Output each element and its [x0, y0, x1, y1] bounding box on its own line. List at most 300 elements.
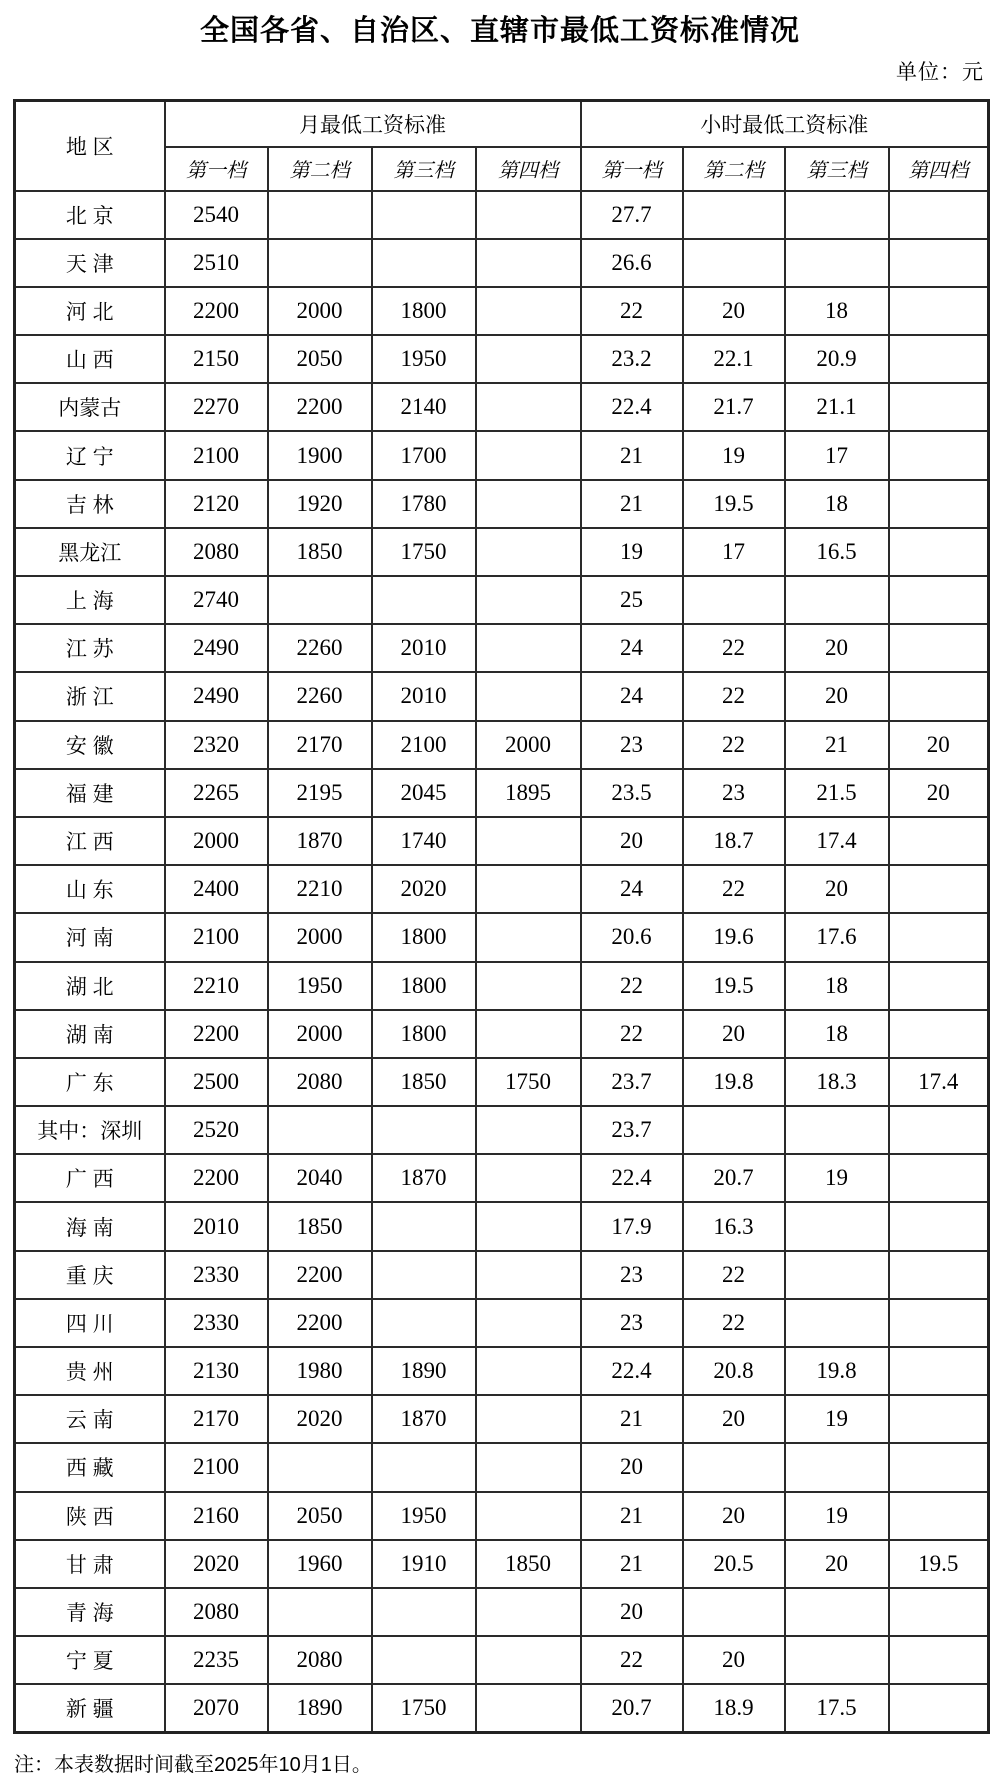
- page-title: 全国各省、自治区、直辖市最低工资标准情况: [199, 15, 800, 47]
- hourly-tier4-cell: [889, 1636, 989, 1684]
- hourly-tier1-cell: 20: [581, 1443, 683, 1491]
- monthly-tier3-cell: 1950: [372, 1492, 476, 1540]
- monthly-tier4-cell: [476, 1684, 581, 1732]
- monthly-tier3-cell: 2100: [372, 721, 476, 769]
- region-cell: 天 津: [15, 239, 165, 287]
- hourly-tier3-cell: 19: [785, 1154, 889, 1202]
- table-row: [15, 1299, 989, 1347]
- monthly-tier4-cell: [476, 528, 581, 576]
- monthly-tier4-cell: [476, 1347, 581, 1395]
- hourly-tier2-cell: 20.5: [683, 1540, 785, 1588]
- hourly-tier2-cell: [683, 239, 785, 287]
- monthly-tier2-cell: [268, 1443, 372, 1491]
- region-cell: 云 南: [15, 1395, 165, 1443]
- hourly-tier1-cell: 26.6: [581, 239, 683, 287]
- monthly-tier3-cell: 1800: [372, 913, 476, 961]
- monthly-tier2-cell: 2195: [268, 769, 372, 817]
- monthly-tier4-cell: [476, 1202, 581, 1250]
- group-header-row: [15, 101, 989, 147]
- tier-header-monthly-4: 第四档: [476, 147, 581, 191]
- monthly-tier4-cell: [476, 335, 581, 383]
- region-cell: 上 海: [15, 576, 165, 624]
- hourly-tier4-cell: [889, 1154, 989, 1202]
- hourly-tier1-cell: 20: [581, 817, 683, 865]
- monthly-tier3-cell: [372, 1636, 476, 1684]
- table-row: [15, 1395, 989, 1443]
- hourly-tier4-cell: [889, 1202, 989, 1250]
- hourly-tier2-cell: 22: [683, 865, 785, 913]
- monthly-tier2-cell: 1950: [268, 962, 372, 1010]
- hourly-tier2-cell: 19.5: [683, 962, 785, 1010]
- monthly-tier1-cell: 2320: [165, 721, 268, 769]
- region-cell: 广 西: [15, 1154, 165, 1202]
- hourly-tier4-cell: [889, 1347, 989, 1395]
- monthly-tier1-cell: 2400: [165, 865, 268, 913]
- hourly-tier1-cell: 22: [581, 962, 683, 1010]
- monthly-tier2-cell: [268, 239, 372, 287]
- tier-header-monthly-1: 第一档: [165, 147, 268, 191]
- hourly-tier4-cell: [889, 1443, 989, 1491]
- monthly-tier1-cell: 2330: [165, 1251, 268, 1299]
- hourly-tier4-cell: [889, 576, 989, 624]
- monthly-tier3-cell: 1800: [372, 1010, 476, 1058]
- hourly-tier1-cell: 17.9: [581, 1202, 683, 1250]
- hourly-tier3-cell: 19: [785, 1395, 889, 1443]
- region-cell: 安 徽: [15, 721, 165, 769]
- hourly-tier2-cell: 18.7: [683, 817, 785, 865]
- minimum-wage-table: [13, 99, 990, 1734]
- table-row: [15, 287, 989, 335]
- hourly-tier2-cell: 20.8: [683, 1347, 785, 1395]
- monthly-tier3-cell: [372, 239, 476, 287]
- monthly-tier2-cell: [268, 576, 372, 624]
- monthly-tier2-cell: 2200: [268, 383, 372, 431]
- hourly-tier1-cell: 23: [581, 721, 683, 769]
- hourly-tier1-cell: 22: [581, 1010, 683, 1058]
- table-row: [15, 1154, 989, 1202]
- table-row: [15, 1251, 989, 1299]
- monthly-tier4-cell: 1850: [476, 1540, 581, 1588]
- region-cell: 浙 江: [15, 672, 165, 720]
- hourly-tier1-cell: 22.4: [581, 1154, 683, 1202]
- monthly-tier2-cell: 1980: [268, 1347, 372, 1395]
- hourly-tier2-cell: 20: [683, 1492, 785, 1540]
- region-cell: 宁 夏: [15, 1636, 165, 1684]
- hourly-tier2-cell: 20: [683, 287, 785, 335]
- monthly-tier4-cell: [476, 1588, 581, 1636]
- region-cell: 甘 肃: [15, 1540, 165, 1588]
- hourly-tier3-cell: 16.5: [785, 528, 889, 576]
- region-cell: 其中：深圳: [15, 1106, 165, 1154]
- monthly-tier2-cell: 1850: [268, 528, 372, 576]
- hourly-tier2-cell: 16.3: [683, 1202, 785, 1250]
- monthly-tier4-cell: [476, 672, 581, 720]
- region-cell: 黑龙江: [15, 528, 165, 576]
- monthly-tier1-cell: 2100: [165, 1443, 268, 1491]
- hourly-tier3-cell: 17.5: [785, 1684, 889, 1732]
- region-cell: 广 东: [15, 1058, 165, 1106]
- hourly-tier3-cell: [785, 1443, 889, 1491]
- monthly-tier2-cell: 1900: [268, 431, 372, 479]
- monthly-tier4-cell: [476, 817, 581, 865]
- hourly-tier4-cell: [889, 528, 989, 576]
- monthly-tier2-cell: 2210: [268, 865, 372, 913]
- hourly-tier4-cell: [889, 287, 989, 335]
- monthly-tier1-cell: 2200: [165, 1010, 268, 1058]
- table-row: [15, 1106, 989, 1154]
- hourly-tier1-cell: 24: [581, 865, 683, 913]
- hourly-tier3-cell: 20: [785, 1540, 889, 1588]
- monthly-tier2-cell: 1870: [268, 817, 372, 865]
- hourly-tier3-cell: 20.9: [785, 335, 889, 383]
- table-row: [15, 335, 989, 383]
- hourly-tier1-cell: 24: [581, 624, 683, 672]
- monthly-tier4-cell: [476, 1154, 581, 1202]
- table-row: [15, 1010, 989, 1058]
- hourly-tier3-cell: [785, 1636, 889, 1684]
- monthly-tier3-cell: 1750: [372, 1684, 476, 1732]
- hourly-tier1-cell: 21: [581, 1492, 683, 1540]
- monthly-tier4-cell: [476, 865, 581, 913]
- monthly-tier4-cell: 1750: [476, 1058, 581, 1106]
- monthly-tier1-cell: 2235: [165, 1636, 268, 1684]
- monthly-tier2-cell: 1890: [268, 1684, 372, 1732]
- monthly-tier1-cell: 2330: [165, 1299, 268, 1347]
- monthly-tier1-cell: 2100: [165, 913, 268, 961]
- hourly-tier3-cell: 19.8: [785, 1347, 889, 1395]
- hourly-tier3-cell: 20: [785, 865, 889, 913]
- region-cell: 山 东: [15, 865, 165, 913]
- hourly-tier3-cell: [785, 1299, 889, 1347]
- monthly-tier3-cell: [372, 1299, 476, 1347]
- hourly-tier2-cell: 22: [683, 1251, 785, 1299]
- monthly-tier4-cell: 2000: [476, 721, 581, 769]
- hourly-tier1-cell: 21: [581, 1395, 683, 1443]
- hourly-tier3-cell: [785, 1106, 889, 1154]
- table-row: [15, 962, 989, 1010]
- monthly-tier3-cell: 1910: [372, 1540, 476, 1588]
- monthly-tier2-cell: [268, 1588, 372, 1636]
- monthly-tier4-cell: [476, 287, 581, 335]
- tier-header-monthly-2: 第二档: [268, 147, 372, 191]
- monthly-tier1-cell: 2740: [165, 576, 268, 624]
- monthly-tier1-cell: 2120: [165, 480, 268, 528]
- hourly-tier3-cell: 18: [785, 1010, 889, 1058]
- hourly-tier2-cell: 20: [683, 1636, 785, 1684]
- hourly-tier4-cell: 20: [889, 721, 989, 769]
- region-cell: 江 西: [15, 817, 165, 865]
- hourly-tier3-cell: 18.3: [785, 1058, 889, 1106]
- hourly-tier2-cell: 20: [683, 1395, 785, 1443]
- hourly-tier3-cell: 19: [785, 1492, 889, 1540]
- hourly-tier2-cell: 18.9: [683, 1684, 785, 1732]
- monthly-tier4-cell: [476, 431, 581, 479]
- monthly-group-header: 月最低工资标准: [165, 101, 581, 147]
- hourly-tier3-cell: [785, 1251, 889, 1299]
- hourly-tier2-cell: 19.6: [683, 913, 785, 961]
- monthly-tier4-cell: [476, 624, 581, 672]
- monthly-tier4-cell: [476, 1443, 581, 1491]
- hourly-tier2-cell: [683, 1588, 785, 1636]
- region-cell: 湖 南: [15, 1010, 165, 1058]
- table-row: [15, 721, 989, 769]
- hourly-tier2-cell: 21.7: [683, 383, 785, 431]
- monthly-tier1-cell: 2510: [165, 239, 268, 287]
- monthly-tier2-cell: 2000: [268, 1010, 372, 1058]
- hourly-tier4-cell: [889, 1395, 989, 1443]
- hourly-tier3-cell: 18: [785, 287, 889, 335]
- hourly-tier1-cell: 23.7: [581, 1058, 683, 1106]
- hourly-tier2-cell: 20.7: [683, 1154, 785, 1202]
- table-row: [15, 769, 989, 817]
- hourly-tier3-cell: 20: [785, 672, 889, 720]
- tier-header-hourly-3: 第三档: [785, 147, 889, 191]
- hourly-tier4-cell: [889, 913, 989, 961]
- hourly-tier4-cell: [889, 962, 989, 1010]
- hourly-tier3-cell: [785, 239, 889, 287]
- hourly-tier2-cell: 23: [683, 769, 785, 817]
- table-row: [15, 913, 989, 961]
- tier-header-hourly-4: 第四档: [889, 147, 989, 191]
- hourly-tier2-cell: 22: [683, 672, 785, 720]
- hourly-tier3-cell: 18: [785, 480, 889, 528]
- monthly-tier4-cell: 1895: [476, 769, 581, 817]
- hourly-tier4-cell: [889, 335, 989, 383]
- monthly-tier1-cell: 2000: [165, 817, 268, 865]
- table-row: [15, 239, 989, 287]
- hourly-tier2-cell: [683, 191, 785, 239]
- table-row: [15, 672, 989, 720]
- table-row: [15, 383, 989, 431]
- monthly-tier3-cell: 2045: [372, 769, 476, 817]
- hourly-tier4-cell: [889, 817, 989, 865]
- hourly-tier4-cell: [889, 1684, 989, 1732]
- monthly-tier1-cell: 2540: [165, 191, 268, 239]
- hourly-tier1-cell: 21: [581, 1540, 683, 1588]
- region-cell: 新 疆: [15, 1684, 165, 1732]
- monthly-tier2-cell: 2170: [268, 721, 372, 769]
- hourly-tier1-cell: 23.7: [581, 1106, 683, 1154]
- hourly-tier4-cell: [889, 1106, 989, 1154]
- table-row: [15, 1443, 989, 1491]
- monthly-tier4-cell: [476, 1251, 581, 1299]
- table-row: [15, 480, 989, 528]
- monthly-tier3-cell: [372, 1443, 476, 1491]
- monthly-tier1-cell: 2020: [165, 1540, 268, 1588]
- monthly-tier1-cell: 2200: [165, 287, 268, 335]
- monthly-tier4-cell: [476, 191, 581, 239]
- monthly-tier2-cell: 2020: [268, 1395, 372, 1443]
- hourly-tier1-cell: 23.5: [581, 769, 683, 817]
- hourly-tier4-cell: [889, 865, 989, 913]
- table-row: [15, 1492, 989, 1540]
- monthly-tier4-cell: [476, 480, 581, 528]
- monthly-tier1-cell: 2500: [165, 1058, 268, 1106]
- hourly-group-header: 小时最低工资标准: [581, 101, 989, 147]
- monthly-tier2-cell: 1960: [268, 1540, 372, 1588]
- hourly-tier4-cell: [889, 191, 989, 239]
- monthly-tier1-cell: 2210: [165, 962, 268, 1010]
- monthly-tier2-cell: 2260: [268, 672, 372, 720]
- monthly-tier1-cell: 2270: [165, 383, 268, 431]
- monthly-tier3-cell: 1890: [372, 1347, 476, 1395]
- monthly-tier4-cell: [476, 1395, 581, 1443]
- hourly-tier2-cell: 19.8: [683, 1058, 785, 1106]
- table-row: [15, 817, 989, 865]
- hourly-tier2-cell: 20: [683, 1010, 785, 1058]
- monthly-tier1-cell: 2160: [165, 1492, 268, 1540]
- hourly-tier1-cell: 25: [581, 576, 683, 624]
- unit-label: 单位：元: [896, 61, 984, 84]
- monthly-tier1-cell: 2010: [165, 1202, 268, 1250]
- table-row: [15, 191, 989, 239]
- region-cell: 山 西: [15, 335, 165, 383]
- region-cell: 西 藏: [15, 1443, 165, 1491]
- hourly-tier1-cell: 23: [581, 1299, 683, 1347]
- hourly-tier2-cell: 22.1: [683, 335, 785, 383]
- table-row: [15, 528, 989, 576]
- monthly-tier1-cell: 2080: [165, 1588, 268, 1636]
- monthly-tier1-cell: 2130: [165, 1347, 268, 1395]
- hourly-tier1-cell: 27.7: [581, 191, 683, 239]
- region-cell: 内蒙古: [15, 383, 165, 431]
- monthly-tier1-cell: 2170: [165, 1395, 268, 1443]
- table-row: [15, 624, 989, 672]
- region-cell: 青 海: [15, 1588, 165, 1636]
- hourly-tier3-cell: [785, 1588, 889, 1636]
- hourly-tier1-cell: 24: [581, 672, 683, 720]
- region-cell: 北 京: [15, 191, 165, 239]
- monthly-tier2-cell: 2200: [268, 1299, 372, 1347]
- hourly-tier2-cell: 22: [683, 1299, 785, 1347]
- table-row: [15, 1202, 989, 1250]
- hourly-tier3-cell: [785, 1202, 889, 1250]
- monthly-tier2-cell: 2000: [268, 913, 372, 961]
- monthly-tier3-cell: 1700: [372, 431, 476, 479]
- monthly-tier4-cell: [476, 1636, 581, 1684]
- table-row: [15, 576, 989, 624]
- hourly-tier4-cell: [889, 1492, 989, 1540]
- monthly-tier3-cell: [372, 191, 476, 239]
- hourly-tier1-cell: 22: [581, 287, 683, 335]
- region-cell: 江 苏: [15, 624, 165, 672]
- monthly-tier4-cell: [476, 239, 581, 287]
- monthly-tier2-cell: 1920: [268, 480, 372, 528]
- hourly-tier3-cell: [785, 191, 889, 239]
- tier-header-hourly-2: 第二档: [683, 147, 785, 191]
- monthly-tier3-cell: 1800: [372, 962, 476, 1010]
- hourly-tier2-cell: [683, 1443, 785, 1491]
- monthly-tier3-cell: 2020: [372, 865, 476, 913]
- monthly-tier1-cell: 2150: [165, 335, 268, 383]
- monthly-tier3-cell: [372, 1106, 476, 1154]
- monthly-tier1-cell: 2490: [165, 672, 268, 720]
- monthly-tier3-cell: [372, 1588, 476, 1636]
- monthly-tier2-cell: 2080: [268, 1058, 372, 1106]
- hourly-tier4-cell: [889, 1299, 989, 1347]
- monthly-tier2-cell: 2050: [268, 1492, 372, 1540]
- monthly-tier3-cell: 1750: [372, 528, 476, 576]
- hourly-tier2-cell: 19: [683, 431, 785, 479]
- hourly-tier1-cell: 20.7: [581, 1684, 683, 1732]
- hourly-tier4-cell: [889, 1010, 989, 1058]
- hourly-tier3-cell: 17.6: [785, 913, 889, 961]
- hourly-tier2-cell: [683, 576, 785, 624]
- monthly-tier1-cell: 2265: [165, 769, 268, 817]
- monthly-tier3-cell: [372, 1251, 476, 1299]
- hourly-tier3-cell: 17: [785, 431, 889, 479]
- hourly-tier1-cell: 21: [581, 480, 683, 528]
- region-cell: 贵 州: [15, 1347, 165, 1395]
- monthly-tier1-cell: 2080: [165, 528, 268, 576]
- monthly-tier1-cell: 2490: [165, 624, 268, 672]
- hourly-tier3-cell: [785, 576, 889, 624]
- hourly-tier3-cell: 21.1: [785, 383, 889, 431]
- tier-header-hourly-1: 第一档: [581, 147, 683, 191]
- hourly-tier1-cell: 21: [581, 431, 683, 479]
- region-cell: 福 建: [15, 769, 165, 817]
- table-row: [15, 1540, 989, 1588]
- hourly-tier1-cell: 22.4: [581, 1347, 683, 1395]
- hourly-tier3-cell: 20: [785, 624, 889, 672]
- hourly-tier1-cell: 20.6: [581, 913, 683, 961]
- hourly-tier4-cell: [889, 431, 989, 479]
- hourly-tier1-cell: 23.2: [581, 335, 683, 383]
- monthly-tier3-cell: 1800: [372, 287, 476, 335]
- monthly-tier3-cell: [372, 576, 476, 624]
- monthly-tier4-cell: [476, 1492, 581, 1540]
- monthly-tier4-cell: [476, 1106, 581, 1154]
- hourly-tier3-cell: 18: [785, 962, 889, 1010]
- monthly-tier1-cell: 2520: [165, 1106, 268, 1154]
- table-row: [15, 1588, 989, 1636]
- hourly-tier4-cell: 17.4: [889, 1058, 989, 1106]
- table-row: [15, 1684, 989, 1732]
- hourly-tier1-cell: 23: [581, 1251, 683, 1299]
- region-cell: 重 庆: [15, 1251, 165, 1299]
- monthly-tier2-cell: 1850: [268, 1202, 372, 1250]
- hourly-tier4-cell: [889, 480, 989, 528]
- monthly-tier2-cell: 2000: [268, 287, 372, 335]
- region-cell: 吉 林: [15, 480, 165, 528]
- monthly-tier4-cell: [476, 1299, 581, 1347]
- monthly-tier1-cell: 2100: [165, 431, 268, 479]
- footnote: 注：本表数据时间截至2025年10月1日。: [14, 1754, 372, 1776]
- region-cell: 河 南: [15, 913, 165, 961]
- region-cell: 海 南: [15, 1202, 165, 1250]
- hourly-tier4-cell: [889, 1588, 989, 1636]
- monthly-tier2-cell: 2050: [268, 335, 372, 383]
- monthly-tier2-cell: 2040: [268, 1154, 372, 1202]
- table-row: [15, 1058, 989, 1106]
- hourly-tier1-cell: 19: [581, 528, 683, 576]
- region-cell: 四 川: [15, 1299, 165, 1347]
- region-cell: 河 北: [15, 287, 165, 335]
- hourly-tier4-cell: [889, 624, 989, 672]
- region-cell: 陕 西: [15, 1492, 165, 1540]
- hourly-tier4-cell: [889, 383, 989, 431]
- monthly-tier3-cell: 2010: [372, 624, 476, 672]
- region-column-header: 地 区: [15, 101, 165, 191]
- table-row: [15, 1347, 989, 1395]
- monthly-tier1-cell: 2200: [165, 1154, 268, 1202]
- monthly-tier2-cell: 2260: [268, 624, 372, 672]
- monthly-tier3-cell: 1870: [372, 1154, 476, 1202]
- monthly-tier4-cell: [476, 962, 581, 1010]
- monthly-tier4-cell: [476, 576, 581, 624]
- monthly-tier1-cell: 2070: [165, 1684, 268, 1732]
- monthly-tier3-cell: 1950: [372, 335, 476, 383]
